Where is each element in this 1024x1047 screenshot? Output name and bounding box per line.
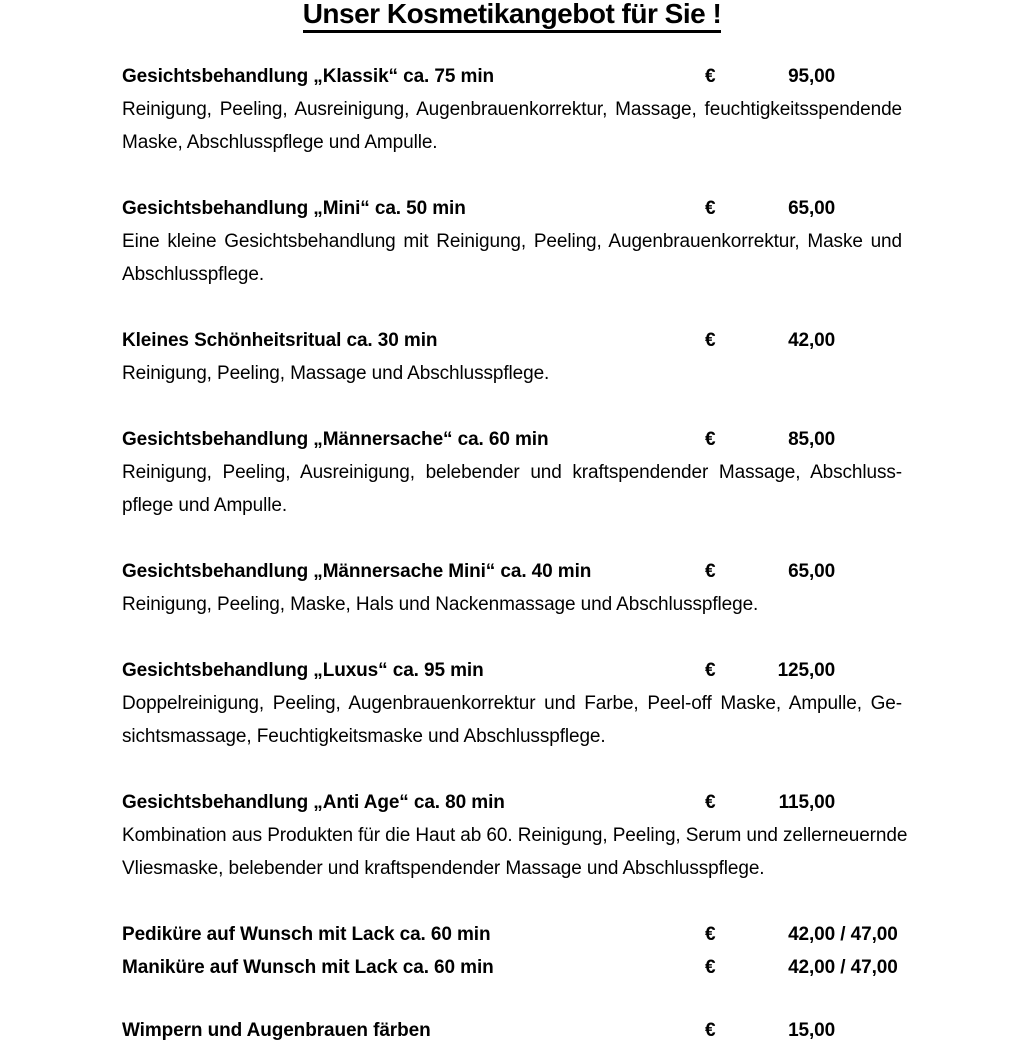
item-row: [122, 786, 902, 819]
list-item: [122, 654, 902, 753]
list-item: [122, 951, 902, 984]
item-description-line: Abschlusspflege.: [122, 264, 265, 285]
item-description-line: Reinigung, Peeling, Ausreinigung, belebender und kraftspendender Massage, Abschluss-: [122, 462, 902, 483]
item-description-line: Eine kleine Gesichtsbehandlung mit Reinigung, Peeling, Augenbrauenkorrektur, Maske und: [122, 231, 902, 252]
item-price: 42,00 / 47,00: [788, 957, 898, 978]
item-name: Gesichtsbehandlung „Luxus“ ca. 95 min: [122, 660, 484, 681]
item-row: [122, 918, 902, 951]
item-row: [122, 654, 902, 687]
page-title-text: Unser Kosmetikangebot für Sie !: [303, 0, 722, 33]
currency-symbol: €: [705, 1020, 716, 1041]
item-row: [122, 324, 902, 357]
price-list: [122, 60, 908, 1047]
item-row: [122, 423, 902, 456]
currency-symbol: €: [705, 429, 716, 450]
item-row: [122, 60, 902, 93]
item-row: [122, 1014, 902, 1047]
currency-symbol: €: [705, 198, 716, 219]
item-description-line: Reinigung, Peeling, Maske, Hals und Nackenmassage und Abschlusspflege.: [122, 594, 759, 615]
list-item: [122, 60, 902, 159]
item-description-line: sichtsmassage, Feuchtigkeitsmaske und Abschlusspflege.: [122, 726, 606, 747]
item-row: [122, 951, 902, 984]
item-price: 115,00: [778, 792, 836, 813]
item-description-line: Maske, Abschlusspflege und Ampulle.: [122, 132, 438, 153]
item-description-line: Vliesmaske, belebender und kraftspendender Massage und Abschlusspflege.: [122, 858, 765, 879]
item-name: Gesichtsbehandlung „Männersache Mini“ ca. 40 min: [122, 561, 592, 582]
item-row: [122, 192, 902, 225]
item-name: Pediküre auf Wunsch mit Lack ca. 60 min: [122, 924, 491, 945]
currency-symbol: €: [705, 660, 716, 681]
item-description-line: Reinigung, Peeling, Massage und Abschlusspflege.: [122, 363, 550, 384]
item-description-line: Doppelreinigung, Peeling, Augenbrauenkorrektur und Farbe, Peel-off Maske, Ampulle, Ge-: [122, 693, 902, 714]
item-price: 15,00: [788, 1020, 836, 1041]
list-item: [122, 324, 902, 390]
item-row: [122, 555, 902, 588]
item-price: 95,00: [788, 66, 836, 87]
item-name: Wimpern und Augenbrauen färben: [122, 1020, 431, 1041]
item-price: 85,00: [788, 429, 836, 450]
currency-symbol: €: [705, 957, 716, 978]
item-name: Kleines Schönheitsritual ca. 30 min: [122, 330, 438, 351]
list-item: [122, 918, 902, 951]
currency-symbol: €: [705, 561, 716, 582]
currency-symbol: €: [705, 330, 716, 351]
currency-symbol: €: [705, 924, 716, 945]
item-description-line: Reinigung, Peeling, Ausreinigung, Augenbrauenkorrektur, Massage, feuchtigkeitsspendende: [122, 99, 902, 120]
item-price: 42,00: [788, 330, 836, 351]
item-name: Gesichtsbehandlung „Anti Age“ ca. 80 min: [122, 792, 505, 813]
currency-symbol: €: [705, 792, 716, 813]
currency-symbol: €: [705, 66, 716, 87]
item-name: Gesichtsbehandlung „Männersache“ ca. 60 min: [122, 429, 549, 450]
item-description-line: pflege und Ampulle.: [122, 495, 287, 516]
list-item: [122, 423, 902, 522]
item-name: Maniküre auf Wunsch mit Lack ca. 60 min: [122, 957, 494, 978]
item-price: 42,00 / 47,00: [788, 924, 898, 945]
item-name: Gesichtsbehandlung „Mini“ ca. 50 min: [122, 198, 466, 219]
item-price: 65,00: [788, 561, 836, 582]
list-item: [122, 786, 908, 885]
list-item: [122, 192, 902, 291]
list-item: [122, 1014, 902, 1047]
item-description-line: Kombination aus Produkten für die Haut ab 60. Reinigung, Peeling, Serum und zellerneuernde: [122, 825, 908, 846]
item-name: Gesichtsbehandlung „Klassik“ ca. 75 min: [122, 66, 494, 87]
list-item: [122, 555, 902, 621]
page-title: [122, 0, 902, 31]
item-price: 65,00: [788, 198, 836, 219]
item-price: 125,00: [777, 660, 836, 681]
